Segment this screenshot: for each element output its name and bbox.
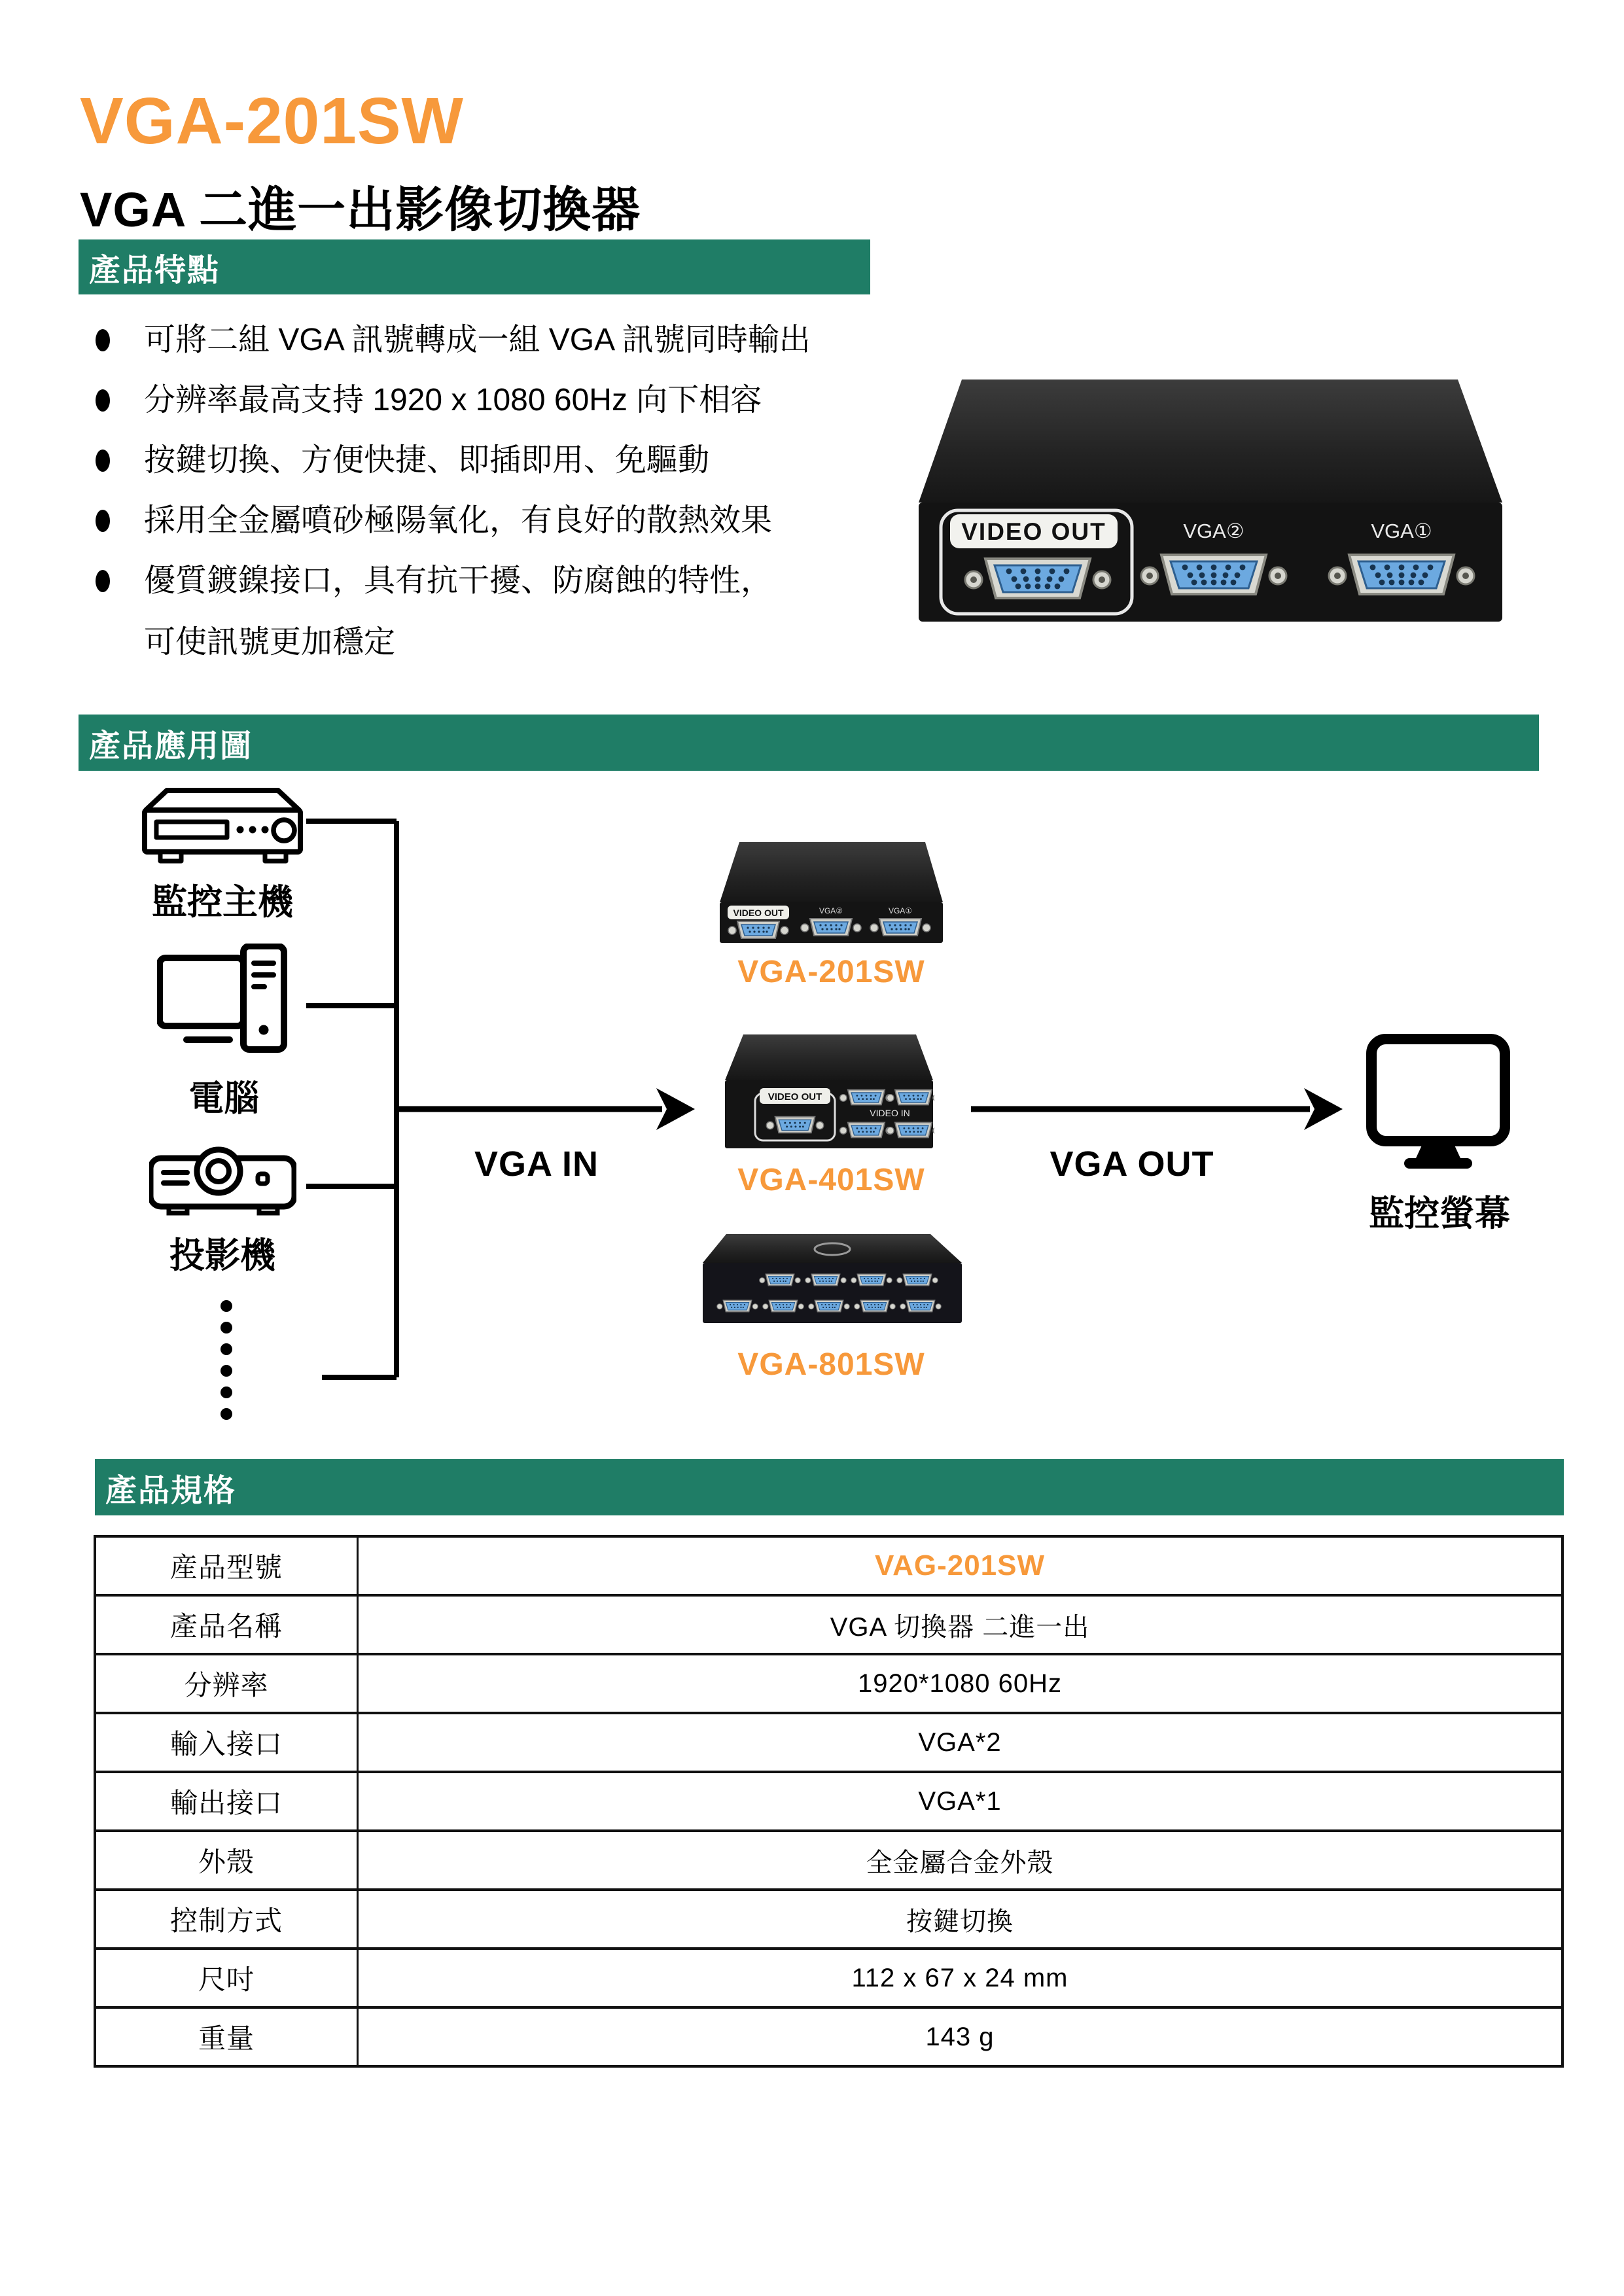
monitor-icon — [1366, 1034, 1510, 1174]
spec-value: 143 g — [925, 2022, 995, 2051]
feature-text: 優質鍍鎳接口，具有抗干擾、防腐蝕的特性， — [144, 563, 773, 598]
feature-bullet-continuation — [79, 611, 955, 674]
application-header-text: 產品應用圖 — [89, 728, 253, 764]
computer-icon — [157, 944, 291, 1068]
switch-image-vga-401sw — [724, 1032, 934, 1150]
table-row — [96, 1829, 1561, 1888]
switch-model-label: VGA-201SW — [737, 955, 925, 989]
table-row — [96, 1888, 1561, 1947]
feature-text: 可使訊號更加穩定 — [144, 624, 396, 660]
bullet-dot-icon — [96, 450, 110, 472]
spec-label: 分辨率 — [96, 1655, 359, 1712]
page-title: VGA-201SW — [80, 84, 464, 158]
bullet-dot-icon — [96, 510, 110, 532]
feature-text: 按鍵切換、方便快捷、即插即用、免驅動 — [144, 442, 710, 478]
mini-vga1-label: VGA① — [888, 906, 913, 915]
table-row — [96, 2006, 1561, 2065]
ellipsis-dots — [221, 1300, 232, 1420]
device-label-computer: 電腦 — [188, 1079, 260, 1118]
vga2-port-label: VGA② — [1183, 520, 1244, 542]
table-row — [96, 1712, 1561, 1771]
features-section-header — [79, 239, 870, 294]
spec-value: VGA 切換器 二進一出 — [830, 1612, 1090, 1642]
product-photo — [916, 374, 1505, 626]
feature-bullet — [79, 491, 955, 551]
feature-bullet-list — [79, 310, 955, 674]
spec-label: 尺吋 — [96, 1950, 359, 2006]
bullet-dot-icon — [96, 329, 110, 351]
monitor-label: 監控螢幕 — [1369, 1194, 1510, 1233]
feature-bullet — [79, 310, 955, 370]
spec-label: 重量 — [96, 2009, 359, 2065]
spec-value: 按鍵切換 — [906, 1907, 1014, 1936]
spec-label: 外殼 — [96, 1832, 359, 1888]
spec-value: VGA*1 — [918, 1786, 1002, 1816]
device-label-projector: 投影機 — [169, 1236, 275, 1275]
spec-value: VGA*2 — [918, 1727, 1002, 1757]
vga1-port-label: VGA① — [1371, 520, 1432, 542]
switch-top-face — [919, 380, 1502, 503]
bullet-dot-icon — [96, 389, 110, 412]
table-row — [96, 1594, 1561, 1653]
spec-label: 產品名稱 — [96, 1597, 359, 1653]
feature-bullet — [79, 551, 955, 611]
switch-image-vga-201sw — [718, 839, 944, 945]
features-header-text: 產品特點 — [89, 253, 221, 288]
device-label-dvr: 監控主機 — [152, 883, 293, 922]
feature-bullet — [79, 370, 955, 431]
page-subtitle: VGA 二進一出影像切換器 — [80, 183, 641, 237]
switch-model-label: VGA-401SW — [737, 1163, 925, 1197]
mini-video-out-label: VIDEO OUT — [768, 1091, 822, 1103]
vga-in-label: VGA IN — [474, 1144, 599, 1184]
bullet-dot-icon — [96, 570, 110, 592]
table-row — [96, 1538, 1561, 1594]
spec-value: 全金屬合金外殼 — [866, 1848, 1054, 1877]
spec-label: 輸出接口 — [96, 1773, 359, 1829]
spec-label: 輸入接口 — [96, 1714, 359, 1771]
feature-text: 採用全金屬噴砂極陽氧化，有良好的散熱效果 — [144, 503, 773, 538]
switch-model-label: VGA-801SW — [737, 1347, 925, 1382]
table-row — [96, 1771, 1561, 1829]
feature-bullet — [79, 431, 955, 491]
feature-text: 可將二組 VGA 訊號轉成一組 VGA 訊號同時輸出 — [144, 322, 811, 357]
spec-table — [94, 1535, 1564, 2068]
spec-value: 1920*1080 60Hz — [857, 1669, 1063, 1698]
switch-image-vga-801sw — [701, 1231, 963, 1328]
spec-label: 産品型號 — [96, 1538, 359, 1594]
table-row — [96, 1653, 1561, 1712]
table-row — [96, 1947, 1561, 2006]
spec-label: 控制方式 — [96, 1891, 359, 1947]
mini-video-out-label: VIDEO OUT — [733, 908, 784, 918]
specs-header-text: 產品規格 — [105, 1473, 237, 1508]
specs-section-header — [95, 1459, 1564, 1515]
dvr-icon — [141, 786, 304, 878]
projector-icon — [149, 1140, 296, 1218]
spec-value: 112 x 67 x 24 mm — [851, 1963, 1068, 1992]
mini-video-in-label: VIDEO IN — [870, 1108, 910, 1118]
vga-out-label: VGA OUT — [1050, 1144, 1214, 1184]
spec-value: VAG-201SW — [874, 1549, 1046, 1581]
video-out-label: VIDEO OUT — [961, 518, 1106, 545]
mini-vga2-label: VGA② — [819, 906, 843, 915]
feature-text: 分辨率最高支持 1920 x 1080 60Hz 向下相容 — [144, 382, 762, 417]
application-section-header — [79, 715, 1539, 771]
